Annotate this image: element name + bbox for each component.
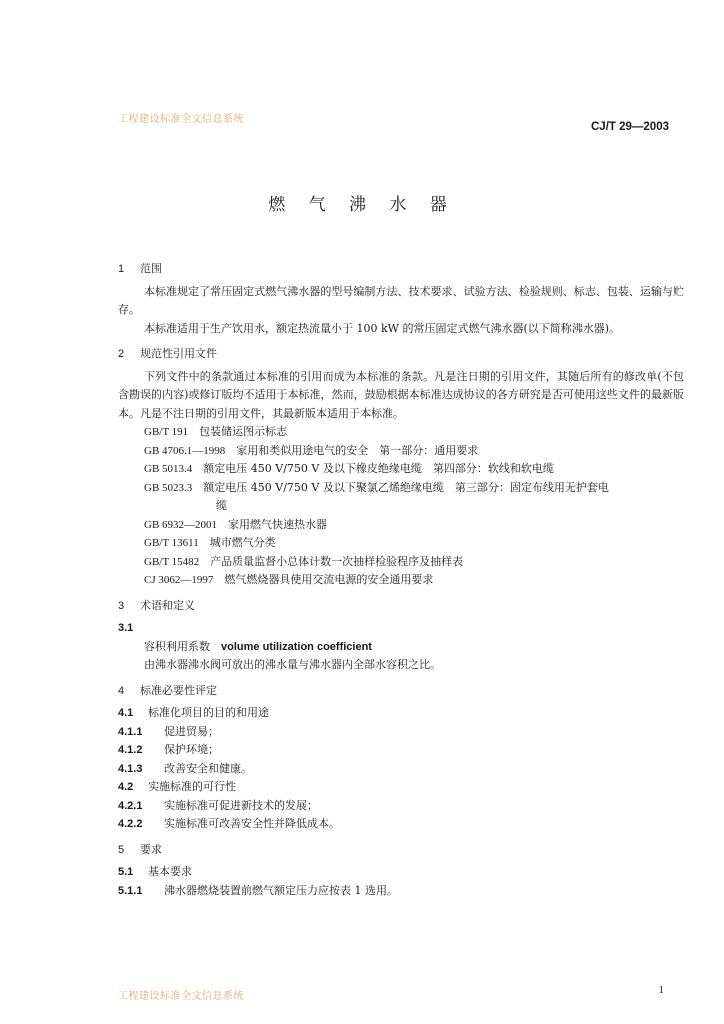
section-heading xyxy=(118,841,684,860)
section-heading xyxy=(118,345,684,364)
section-title: 范围 xyxy=(140,262,162,275)
section-number: 3 xyxy=(118,599,125,612)
watermark-bottom: 工程建设标准全文信息系统 xyxy=(118,991,244,1002)
section-requirements xyxy=(118,841,684,901)
paragraph: 本标准适用于生产饮用水，额定热流量小于 100 kW 的常压固定式燃气沸水器(以下简称沸水器)。 xyxy=(144,321,621,335)
reference-title: 家用燃气快速热水器 xyxy=(228,517,328,531)
subclause: 5.1.1 沸水器燃烧装置前燃气额定压力应按表 1 选用。 xyxy=(118,883,398,897)
section-normative-references xyxy=(118,345,684,590)
section-heading xyxy=(118,260,684,279)
reference-code: GB/T 191 xyxy=(144,426,189,438)
subclause: 4.1.2 保护环境； xyxy=(118,743,219,756)
reference-item xyxy=(118,516,684,535)
term-definition: 由沸水器沸水阀可放出的沸水量与沸水器内全部水容积之比。 xyxy=(144,658,441,671)
reference-item xyxy=(118,571,684,590)
reference-title: 城市燃气分类 xyxy=(209,536,276,549)
reference-code: GB 5013.4 xyxy=(144,463,193,475)
clause: 4.2 实施标准的可行性 xyxy=(118,780,236,793)
reference-item xyxy=(118,479,684,498)
reference-continuation: 缆 xyxy=(216,499,227,512)
reference-item xyxy=(118,442,684,461)
term-chinese: 容积利用系数 xyxy=(144,639,210,653)
clause: 5.1 基本要求 xyxy=(118,865,192,878)
subclause: 4.1.1 促进贸易； xyxy=(118,724,219,738)
paragraph: 下列文件中的条款通过本标准的引用而成为本标准的条款。凡是注日期的引用文件，其随后所有的修改单(不包含勘误的内容)或修订版均不适用于本标准，然而，鼓励根据本标准达成协议的各方研究是否可使用这些文件的最新版本。凡是不注日期的引用文件，其最新版本适用于本标准。 xyxy=(118,369,684,420)
reference-code: GB 6932—2001 xyxy=(144,518,218,531)
page-number: 1 xyxy=(658,984,664,996)
section-scope xyxy=(118,260,684,338)
reference-item xyxy=(118,423,684,442)
subclause: 4.2.2 实施标准可改善安全性并降低成本。 xyxy=(118,817,340,830)
reference-item xyxy=(118,534,684,553)
reference-code: GB/T 13611 xyxy=(144,537,199,549)
reference-title: 包装储运图示标志 xyxy=(199,425,288,438)
subclause: 4.1.3 改善安全和健康。 xyxy=(118,761,252,775)
section-title: 标准必要性评定 xyxy=(140,683,217,697)
section-title: 术语和定义 xyxy=(140,598,195,612)
reference-title: 产品质量监督小总体计数一次抽样检验程序及抽样表 xyxy=(210,554,464,568)
reference-code: GB/T 15482 xyxy=(144,555,200,568)
section-number: 1 xyxy=(118,263,125,275)
reference-item xyxy=(118,553,684,572)
section-number: 2 xyxy=(118,348,125,360)
clause-number: 3.1 xyxy=(118,622,134,634)
paragraph: 本标准规定了常压固定式燃气沸水器的型号编制方法、技术要求、试验方法、检验规则、标志、包装、运输与贮存。 xyxy=(118,284,684,316)
clause: 4.1 标准化项目的目的和用途 xyxy=(118,706,269,719)
reference-title: 额定电压 450 V/750 V 及以下橡皮绝缘电缆 第四部分：软线和软电缆 xyxy=(203,462,554,475)
section-number: 4 xyxy=(118,684,125,697)
section-terms xyxy=(118,597,684,675)
reference-code: GB 4706.1—1998 xyxy=(144,444,226,457)
section-title: 要求 xyxy=(140,842,162,856)
section-title: 规范性引用文件 xyxy=(140,347,217,360)
term-entry xyxy=(118,638,684,657)
document-body xyxy=(118,260,684,907)
watermark-top: 工程建设标准全文信息系统 xyxy=(118,114,244,125)
section-necessity xyxy=(118,682,684,834)
reference-title: 燃气燃烧器具使用交流电源的安全通用要求 xyxy=(224,573,434,586)
section-number: 5 xyxy=(118,843,125,856)
section-heading xyxy=(118,597,684,616)
document-title: 燃 气 沸 水 器 xyxy=(268,195,456,215)
reference-item xyxy=(118,460,684,479)
standard-code: CJ/T 29—2003 xyxy=(591,121,669,133)
reference-code: CJ 3062—1997 xyxy=(144,574,214,586)
term-english: volume utilization coefficient xyxy=(221,640,372,653)
reference-code: GB 5023.3 xyxy=(144,481,193,494)
section-heading xyxy=(118,682,684,701)
reference-title: 家用和类似用途电气的安全 第一部分：通用要求 xyxy=(236,443,479,457)
subclause: 4.2.1 实施标准可促进新技术的发展； xyxy=(118,798,318,812)
reference-title: 额定电压 450 V/750 V 及以下聚氯乙烯绝缘电缆 第三部分：固定布线用无护套电 xyxy=(203,480,609,494)
